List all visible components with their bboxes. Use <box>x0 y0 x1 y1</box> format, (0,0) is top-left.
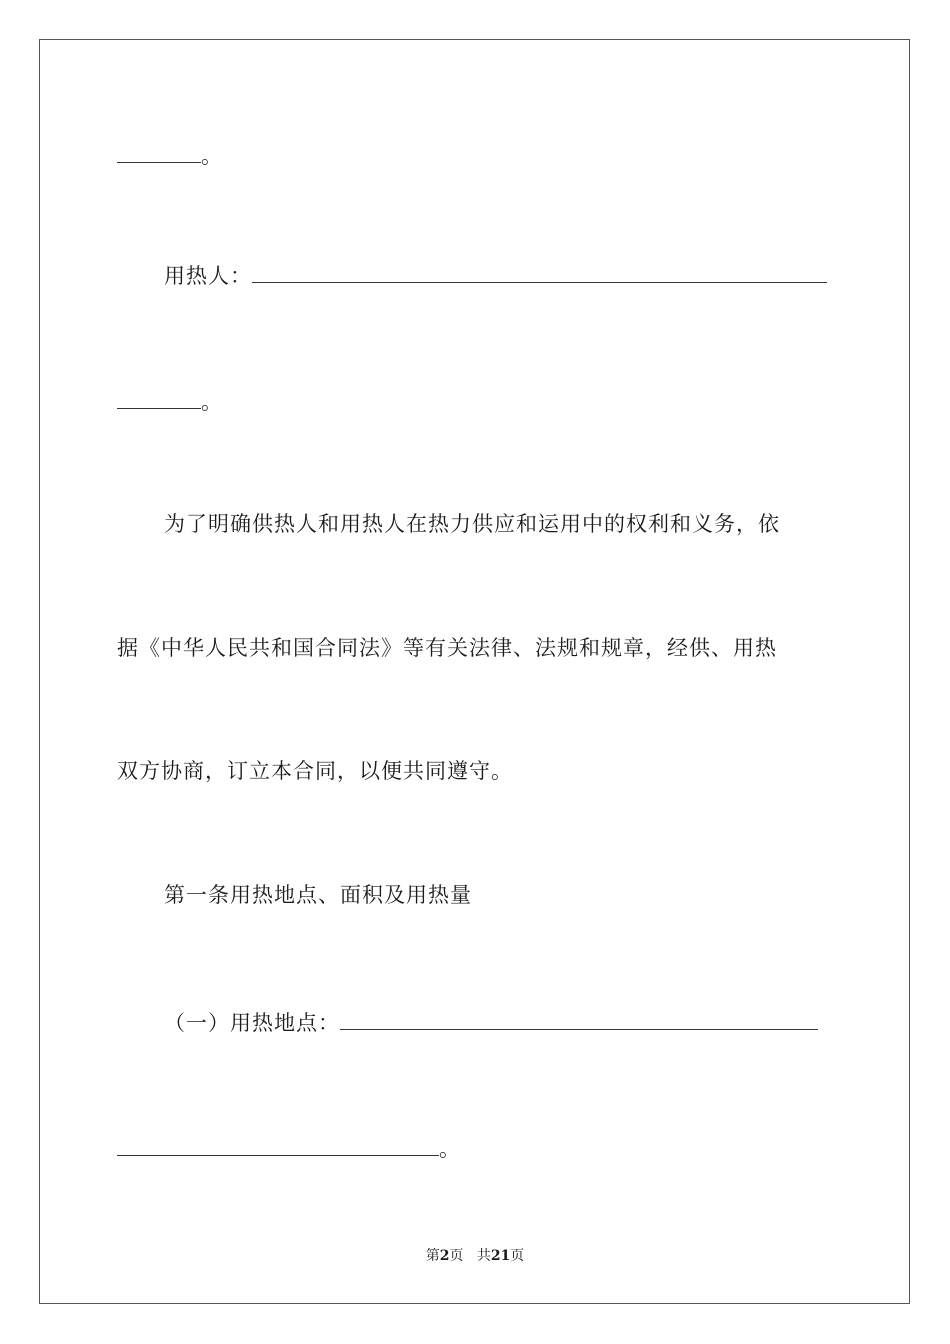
heat-location-line <box>164 1009 818 1037</box>
page-suffix: 页 <box>449 1248 464 1264</box>
paragraph-line: 双方协商，订立本合同，以便共同遵守。 <box>117 759 513 783</box>
heat-user-line <box>164 262 827 290</box>
period: 。 <box>439 1137 461 1161</box>
page-number: 2 <box>439 1248 450 1264</box>
page-footer <box>0 1246 950 1266</box>
heat-user-blank[interactable] <box>252 264 827 283</box>
total-suffix: 页 <box>510 1248 525 1264</box>
heat-location-label: （一）用热地点： <box>164 1011 340 1035</box>
period: 。 <box>201 390 223 414</box>
fill-blank[interactable] <box>117 144 201 163</box>
paragraph-line: 据《中华人民共和国合同法》等有关法律、法规和规章，经供、用热 <box>117 636 777 660</box>
blank-line-2 <box>117 388 223 416</box>
heat-location-blank[interactable] <box>340 1011 818 1030</box>
blank-line-3 <box>117 1135 461 1163</box>
heat-user-label: 用热人： <box>164 264 252 288</box>
period: 。 <box>201 144 223 168</box>
blank-line-1 <box>117 142 223 170</box>
total-pages: 21 <box>490 1248 511 1264</box>
page-prefix: 第 <box>425 1248 440 1264</box>
section-heading: 第一条用热地点、面积及用热量 <box>164 883 472 907</box>
fill-blank[interactable] <box>117 390 201 409</box>
page-frame <box>39 39 910 1304</box>
total-prefix: 共 <box>476 1248 491 1264</box>
fill-blank[interactable] <box>117 1137 439 1156</box>
paragraph-line: 为了明确供热人和用热人在热力供应和运用中的权利和义务，依 <box>164 512 780 536</box>
